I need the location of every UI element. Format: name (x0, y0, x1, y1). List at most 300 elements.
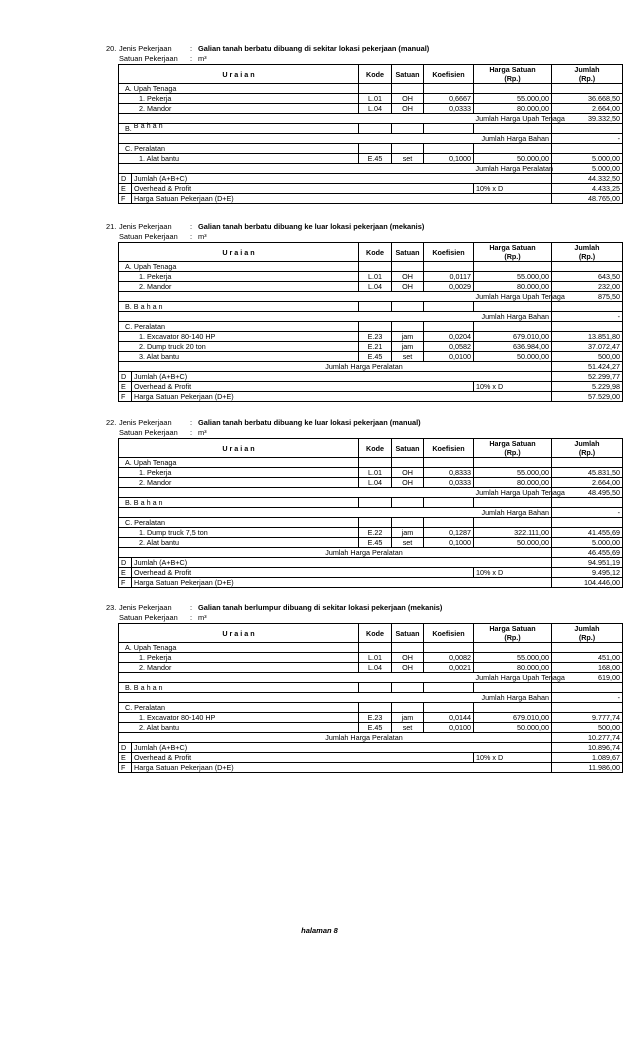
item-koefisien: 0,0029 (424, 282, 474, 292)
section-title: Galian tanah berbatu dibuang di sekitar lokasi pekerjaan (manual) (198, 44, 430, 53)
item-name: 1. Pekerja (119, 468, 359, 478)
row-e (119, 184, 623, 194)
row-jumlah-bahan (119, 693, 623, 703)
empty-cell (119, 164, 474, 174)
header-kode: Kode (359, 243, 392, 262)
f-value: 48.765,00 (552, 194, 623, 204)
empty-cell (424, 124, 474, 134)
colon: : (190, 428, 193, 437)
empty-cell (552, 322, 623, 332)
bahan-header-label: B. B a h a n (119, 683, 359, 693)
item-satuan: set (392, 538, 424, 548)
item-jumlah: 41.455,69 (552, 528, 623, 538)
f-value: 104.446,00 (552, 578, 623, 588)
header-harga-satuan (474, 624, 552, 643)
item-jumlah: 36.668,50 (552, 94, 623, 104)
empty-cell (359, 124, 392, 134)
jumlah-alat-value: 46.455,69 (552, 548, 623, 558)
header-uraian: U r a i a n (119, 243, 359, 262)
e-cell (119, 184, 424, 194)
colon: : (190, 222, 193, 231)
d-label: Jumlah (A+B+C) (134, 174, 188, 183)
item-jumlah: 45.831,50 (552, 468, 623, 478)
jumlah-text: Jumlah (574, 243, 600, 252)
jumlah-alat-label-cell (119, 548, 552, 558)
row-jumlah-bahan (119, 508, 623, 518)
empty-cell (392, 84, 424, 94)
item-harga: 679.010,00 (474, 713, 552, 723)
empty-cell (119, 693, 474, 703)
e-label: Overhead & Profit (134, 568, 192, 577)
empty-cell (424, 184, 474, 194)
empty-cell (424, 703, 474, 713)
item-name: 1. Excavator 80-140 HP (119, 332, 359, 342)
item-jumlah: 232,00 (552, 282, 623, 292)
item-name: 1. Alat bantu (119, 154, 359, 164)
header-koefisien: Koefisien (424, 243, 474, 262)
jumlah-alat-label: Jumlah Harga Peralatan (325, 733, 403, 742)
table-row (119, 528, 623, 538)
item-jumlah: 37.072,47 (552, 342, 623, 352)
row-alat-header (119, 144, 623, 154)
item-jumlah: 13.851,80 (552, 332, 623, 342)
header-koefisien: Koefisien (424, 624, 474, 643)
jumlah-upah-value: 48.495,50 (552, 488, 623, 498)
item-name: 2. Mandor (119, 282, 359, 292)
header-satuan: Satuan (392, 243, 424, 262)
harga-satuan-text: Harga Satuan (489, 439, 536, 448)
colon: : (190, 613, 193, 622)
jumlah-upah-label: Jumlah Harga Upah Tenaga (475, 292, 565, 301)
section-unit: m³ (198, 613, 207, 622)
upah-header-label: A. Upah Tenaga (119, 262, 359, 272)
row-jumlah-upah (119, 673, 623, 683)
d-cell (119, 174, 552, 184)
jumlah-alat-label: Jumlah Harga Peralatan (325, 548, 403, 557)
work-item-section (106, 44, 620, 204)
table-row (119, 653, 623, 663)
header-uraian: U r a i a n (119, 624, 359, 643)
empty-cell (359, 498, 392, 508)
jumlah-upah-label: Jumlah Harga Upah Tenaga (475, 673, 565, 682)
header-uraian: U r a i a n (119, 439, 359, 458)
item-satuan: jam (392, 528, 424, 538)
f-label: Harga Satuan Pekerjaan (D+E) (134, 194, 234, 203)
empty-cell (424, 302, 474, 312)
row-bahan-header (119, 124, 623, 134)
d-cell (119, 743, 552, 753)
item-koefisien: 0,0204 (424, 332, 474, 342)
row-bahan-header (119, 498, 623, 508)
jumlah-alat-label: Jumlah Harga Peralatan (475, 164, 554, 173)
e-percent-label: 10% x D (474, 753, 552, 763)
table-row (119, 468, 623, 478)
e-percent-label: 10% x D (474, 382, 552, 392)
colon: : (190, 603, 193, 612)
upah-header-label: A. Upah Tenaga (119, 458, 359, 468)
bahan-header-label (119, 121, 359, 134)
item-satuan: OH (392, 282, 424, 292)
empty-cell (552, 518, 623, 528)
row-f (119, 578, 623, 588)
item-harga: 322.111,00 (474, 528, 552, 538)
item-kode: L.01 (359, 468, 392, 478)
row-jumlah-alat (119, 362, 623, 372)
row-upah-header (119, 458, 623, 468)
section-unit: m³ (198, 428, 207, 437)
rp-text: (Rp.) (578, 74, 596, 83)
row-jumlah-upah (119, 488, 623, 498)
item-kode: L.04 (359, 663, 392, 673)
work-item-section (106, 418, 620, 588)
f-letter: F (119, 392, 132, 401)
table-row (119, 154, 623, 164)
row-d (119, 743, 623, 753)
item-harga: 55.000,00 (474, 272, 552, 282)
f-letter: F (119, 194, 132, 203)
empty-cell (119, 673, 474, 683)
row-alat-header (119, 322, 623, 332)
item-kode: L.01 (359, 272, 392, 282)
rp-text: (Rp.) (504, 633, 521, 642)
item-koefisien: 0,0082 (424, 653, 474, 663)
empty-cell (392, 124, 424, 134)
e-letter: E (119, 753, 132, 762)
empty-cell (119, 508, 474, 518)
item-kode: E.23 (359, 713, 392, 723)
item-koefisien: 0,0333 (424, 104, 474, 114)
empty-cell (424, 518, 474, 528)
rp-text: (Rp.) (578, 252, 596, 261)
empty-cell (474, 262, 552, 272)
table-row (119, 723, 623, 733)
item-harga: 80.000,00 (474, 663, 552, 673)
item-kode: L.01 (359, 94, 392, 104)
item-satuan: jam (392, 342, 424, 352)
row-jumlah-alat (119, 164, 623, 174)
item-koefisien: 0,0100 (424, 723, 474, 733)
rp-text: (Rp.) (578, 633, 596, 642)
item-name: 2. Alat bantu (119, 538, 359, 548)
header-satuan: Satuan (392, 65, 424, 84)
item-name: 1. Dump truck 7,5 ton (119, 528, 359, 538)
item-jumlah: 5.000,00 (552, 538, 623, 548)
work-item-section (106, 222, 620, 402)
empty-cell (424, 84, 474, 94)
empty-cell (359, 518, 392, 528)
empty-cell (424, 322, 474, 332)
e-percent-label: 10% x D (474, 184, 552, 194)
item-name: 1. Pekerja (119, 94, 359, 104)
header-kode: Kode (359, 624, 392, 643)
item-harga: 636.984,00 (474, 342, 552, 352)
header-jumlah (552, 65, 623, 84)
e-percent-label: 10% x D (474, 568, 552, 578)
table-row (119, 332, 623, 342)
d-cell (119, 372, 552, 382)
item-satuan: set (392, 352, 424, 362)
header-satuan: Satuan (392, 439, 424, 458)
item-satuan: OH (392, 478, 424, 488)
jumlah-bahan-value: - (552, 693, 623, 703)
jenis-label: Jenis Pekerjaan (119, 222, 172, 231)
row-upah-header (119, 643, 623, 653)
empty-cell (119, 488, 474, 498)
e-letter: E (119, 382, 132, 391)
empty-cell (424, 458, 474, 468)
d-letter: D (119, 174, 132, 183)
jumlah-alat-label-cell (119, 362, 552, 372)
f-value: 11.986,00 (552, 763, 623, 773)
colon: : (190, 418, 193, 427)
empty-cell (119, 134, 474, 144)
empty-cell (119, 114, 474, 124)
item-satuan: OH (392, 104, 424, 114)
e-cell (119, 382, 424, 392)
f-value: 57.529,00 (552, 392, 623, 402)
section-number: 20. (106, 44, 117, 53)
header-jumlah (552, 624, 623, 643)
item-harga: 50.000,00 (474, 154, 552, 164)
empty-cell (424, 643, 474, 653)
f-label: Harga Satuan Pekerjaan (D+E) (134, 578, 234, 587)
rp-text: (Rp.) (504, 252, 521, 261)
satuan-label: Satuan Pekerjaan (119, 428, 178, 437)
f-letter: F (119, 763, 132, 772)
empty-cell (424, 262, 474, 272)
jumlah-bahan-label: Jumlah Harga Bahan (474, 134, 552, 144)
empty-cell (392, 703, 424, 713)
empty-cell (359, 84, 392, 94)
empty-cell (359, 262, 392, 272)
empty-cell (359, 302, 392, 312)
table-row (119, 94, 623, 104)
empty-cell (552, 262, 623, 272)
empty-cell (359, 322, 392, 332)
alat-header-label: C. Peralatan (119, 144, 359, 154)
item-harga: 80.000,00 (474, 282, 552, 292)
header-uraian: U r a i a n (119, 65, 359, 84)
item-harga: 80.000,00 (474, 478, 552, 488)
jumlah-bahan-label: Jumlah Harga Bahan (474, 312, 552, 322)
section-number: 21. (106, 222, 117, 231)
harga-satuan-text: Harga Satuan (489, 65, 536, 74)
item-jumlah: 2.664,00 (552, 104, 623, 114)
empty-cell (359, 683, 392, 693)
empty-cell (424, 683, 474, 693)
jumlah-bahan-label: Jumlah Harga Bahan (474, 508, 552, 518)
header-harga-satuan (474, 65, 552, 84)
empty-cell (474, 458, 552, 468)
colon: : (190, 44, 193, 53)
row-f (119, 763, 623, 773)
bahan-header-label: B. B a h a n (119, 302, 359, 312)
section-title: Galian tanah berbatu dibuang ke luar lokasi pekerjaan (mekanis) (198, 222, 425, 231)
jumlah-bahan-value: - (552, 134, 623, 144)
row-alat-header (119, 703, 623, 713)
item-satuan: OH (392, 94, 424, 104)
item-satuan: set (392, 154, 424, 164)
table-row (119, 478, 623, 488)
jumlah-alat-value: 51.424,27 (552, 362, 623, 372)
analysis-table (118, 64, 623, 204)
alat-header-label: C. Peralatan (119, 322, 359, 332)
empty-cell (392, 144, 424, 154)
section-unit: m³ (198, 232, 207, 241)
row-jumlah-upah (119, 114, 623, 124)
item-koefisien: 0,0117 (424, 272, 474, 282)
section-title: Galian tanah berbatu dibuang ke luar lokasi pekerjaan (manual) (198, 418, 421, 427)
jenis-label: Jenis Pekerjaan (119, 418, 172, 427)
jumlah-alat-label-cell (119, 733, 552, 743)
item-koefisien: 0,0100 (424, 352, 474, 362)
empty-cell (552, 302, 623, 312)
empty-cell (392, 683, 424, 693)
colon: : (190, 232, 193, 241)
table-row (119, 272, 623, 282)
table-row (119, 663, 623, 673)
section-header (106, 222, 620, 242)
section-title: Galian tanah berlumpur dibuang di sekitar lokasi pekerjaan (mekanis) (198, 603, 443, 612)
e-letter: E (119, 568, 132, 577)
header-harga-satuan (474, 439, 552, 458)
empty-cell (474, 144, 552, 154)
header-kode: Kode (359, 439, 392, 458)
e-cell (119, 753, 424, 763)
jumlah-upah-value: 39.332,50 (552, 114, 623, 124)
empty-cell (552, 458, 623, 468)
item-name: 1. Pekerja (119, 272, 359, 282)
row-d (119, 174, 623, 184)
e-label: Overhead & Profit (134, 753, 192, 762)
empty-cell (424, 382, 474, 392)
empty-cell (474, 683, 552, 693)
jenis-label: Jenis Pekerjaan (119, 603, 172, 612)
item-kode: E.45 (359, 154, 392, 164)
empty-cell (392, 518, 424, 528)
empty-cell (552, 84, 623, 94)
e-value: 9.495,12 (552, 568, 623, 578)
item-kode: E.23 (359, 332, 392, 342)
empty-cell (392, 322, 424, 332)
jumlah-text: Jumlah (574, 439, 600, 448)
item-jumlah: 500,00 (552, 352, 623, 362)
item-koefisien: 0,8333 (424, 468, 474, 478)
e-letter: E (119, 184, 132, 193)
d-cell (119, 558, 552, 568)
alat-header-label: C. Peralatan (119, 703, 359, 713)
d-label: Jumlah (A+B+C) (134, 743, 188, 752)
empty-cell (392, 643, 424, 653)
e-label: Overhead & Profit (134, 184, 192, 193)
empty-cell (119, 292, 474, 302)
row-bahan-header (119, 683, 623, 693)
rp-text: (Rp.) (578, 448, 596, 457)
d-letter: D (119, 558, 132, 567)
table-header-row (119, 243, 623, 262)
empty-cell (392, 498, 424, 508)
empty-cell (552, 683, 623, 693)
analysis-table (118, 242, 623, 402)
item-koefisien: 0,1000 (424, 154, 474, 164)
row-d (119, 372, 623, 382)
empty-cell (359, 458, 392, 468)
item-harga: 50.000,00 (474, 352, 552, 362)
e-value: 4.433,25 (552, 184, 623, 194)
row-f (119, 392, 623, 402)
d-value: 10.896,74 (552, 743, 623, 753)
item-jumlah: 5.000,00 (552, 154, 623, 164)
header-koefisien: Koefisien (424, 439, 474, 458)
harga-satuan-text: Harga Satuan (489, 624, 536, 633)
rp-text: (Rp.) (504, 74, 521, 83)
item-kode: E.45 (359, 352, 392, 362)
empty-cell (359, 703, 392, 713)
table-header-row (119, 439, 623, 458)
satuan-label: Satuan Pekerjaan (119, 613, 178, 622)
empty-cell (552, 643, 623, 653)
item-satuan: jam (392, 332, 424, 342)
empty-cell (392, 458, 424, 468)
item-name: 1. Excavator 80-140 HP (119, 713, 359, 723)
item-name: 1. Pekerja (119, 653, 359, 663)
header-koefisien: Koefisien (424, 65, 474, 84)
table-header-row (119, 65, 623, 84)
jumlah-upah-label: Jumlah Harga Upah Tenaga (475, 114, 565, 123)
item-kode: L.01 (359, 653, 392, 663)
satuan-label: Satuan Pekerjaan (119, 54, 178, 63)
section-number: 22. (106, 418, 117, 427)
row-upah-header (119, 262, 623, 272)
jumlah-upah-value: 875,50 (552, 292, 623, 302)
d-value: 94.951,19 (552, 558, 623, 568)
row-bahan-header (119, 302, 623, 312)
empty-cell (474, 124, 552, 134)
item-kode: E.22 (359, 528, 392, 538)
f-cell (119, 578, 552, 588)
item-satuan: OH (392, 272, 424, 282)
empty-cell (424, 568, 474, 578)
table-row (119, 282, 623, 292)
item-harga: 80.000,00 (474, 104, 552, 114)
jenis-label: Jenis Pekerjaan (119, 44, 172, 53)
empty-cell (392, 262, 424, 272)
empty-cell (424, 753, 474, 763)
jumlah-upah-label: Jumlah Harga Upah Tenaga (475, 488, 565, 497)
item-kode: L.04 (359, 282, 392, 292)
item-koefisien: 0,0333 (424, 478, 474, 488)
jumlah-alat-value: 5.000,00 (552, 164, 623, 174)
empty-cell (392, 302, 424, 312)
section-number: 23. (106, 603, 117, 612)
bahan-text: B a h a n (133, 121, 163, 130)
empty-cell (359, 144, 392, 154)
jumlah-bahan-value: - (552, 312, 623, 322)
item-satuan: OH (392, 663, 424, 673)
e-cell (119, 568, 424, 578)
item-jumlah: 451,00 (552, 653, 623, 663)
empty-cell (424, 144, 474, 154)
table-row (119, 352, 623, 362)
work-item-section (106, 603, 620, 773)
jumlah-alat-label: Jumlah Harga Peralatan (325, 362, 403, 371)
e-value: 5.229,98 (552, 382, 623, 392)
row-alat-header (119, 518, 623, 528)
item-harga: 50.000,00 (474, 538, 552, 548)
empty-cell (474, 302, 552, 312)
table-row (119, 538, 623, 548)
item-kode: E.45 (359, 723, 392, 733)
